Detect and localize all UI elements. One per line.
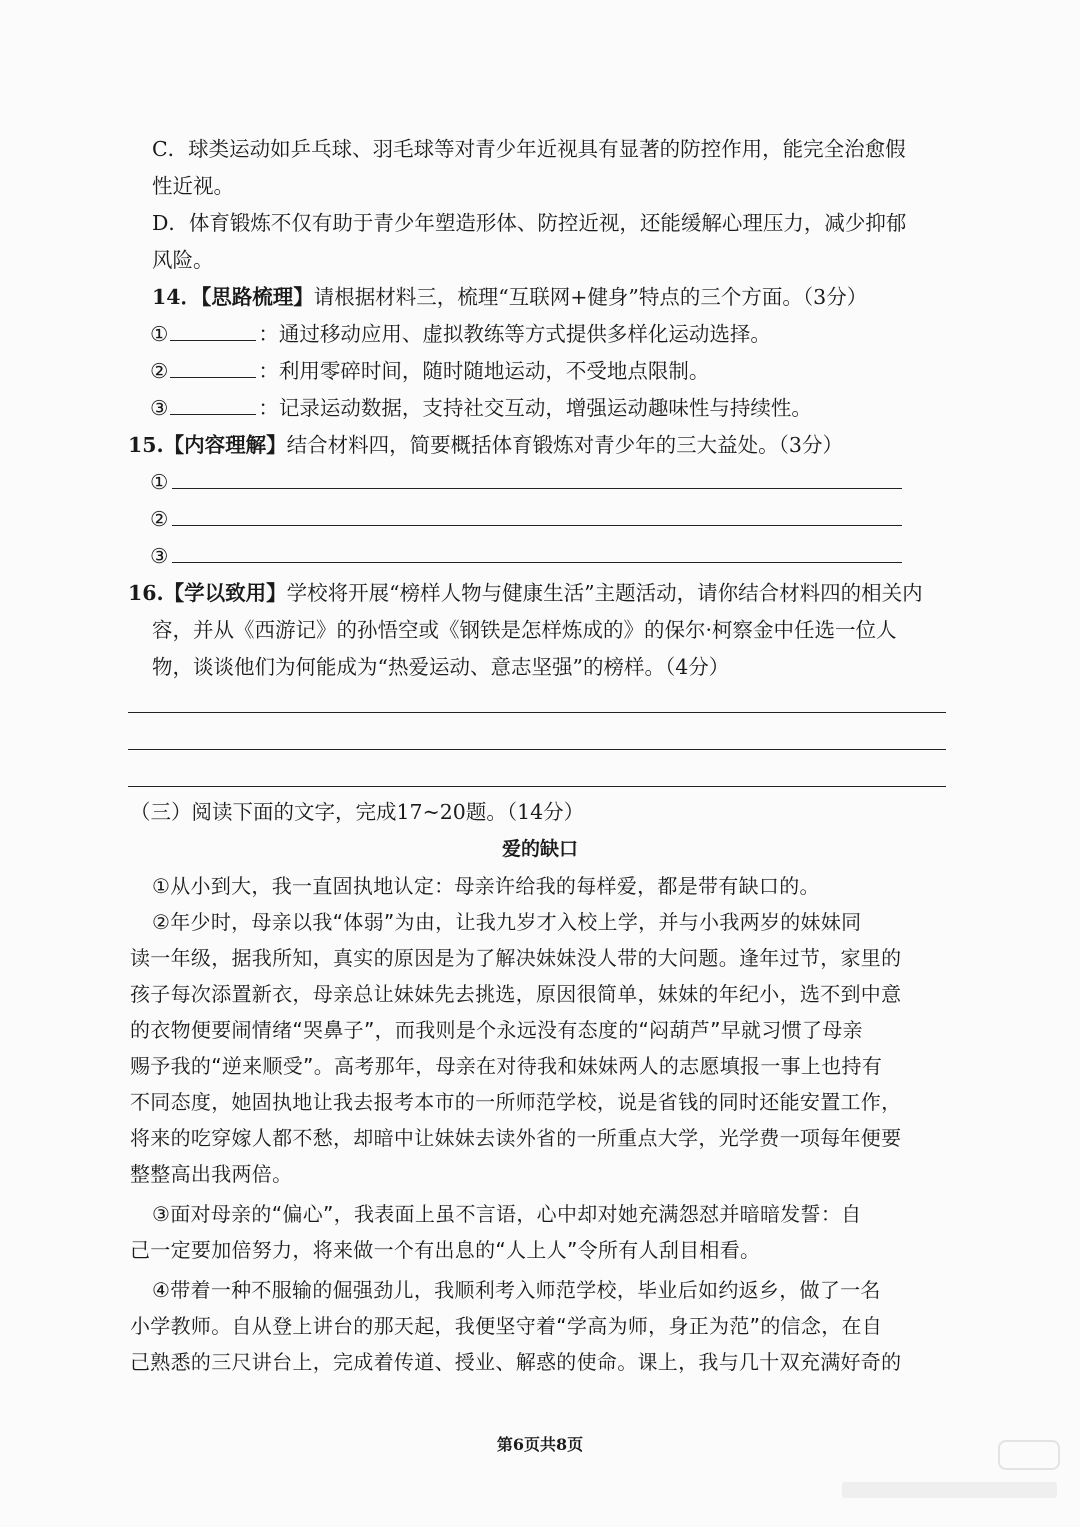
watermark-text (842, 1482, 1057, 1498)
passage-line: 将来的吃穿嫁人都不愁，却暗中让妹妹去读外省的一所重点大学，光学费一项每年便要 (130, 1126, 902, 1150)
passage-line: 孩子每次添置新衣，母亲总让妹妹先去挑选，原因很简单，妹妹的年纪小，选不到中意 (130, 982, 902, 1006)
q16-line2: 容，并从《西游记》的孙悟空或《钢铁是怎样炼成的》的保尔·柯察金中任选一位人 (152, 618, 897, 642)
passage-line: 己熟悉的三尺讲台上，完成着传道、授业、解惑的使命。课上，我与几十双充满好奇的 (130, 1350, 902, 1374)
option-d-line1: D．体育锻炼不仅有助于青少年塑造形体、防控近视，还能缓解心理压力，减少抑郁 (152, 211, 907, 235)
answer-rule-1[interactable] (128, 712, 946, 713)
question-15 (128, 429, 843, 461)
q16-line3: 物，谈谈他们为何能成为“热爱运动、意志坚强”的榜样。（4分） (152, 655, 730, 679)
passage-line: ④带着一种不服输的倔强劲儿，我顺利考入师范学校，毕业后如约返乡，做了一名 (152, 1278, 881, 1302)
q15-tag: 【内容理解】 (163, 433, 287, 457)
q15-answer-2 (150, 503, 902, 535)
q15-answer-1 (150, 466, 902, 498)
q16-number: 16. (128, 581, 164, 605)
passage-line: ②年少时，母亲以我“体弱”为由，让我九岁才入校上学，并与小我两岁的妹妹同 (152, 910, 862, 934)
q15-prompt: 结合材料四，简要概括体育锻炼对青少年的三大益处。（3分） (286, 433, 843, 457)
option-d-line2: 风险。 (152, 248, 214, 272)
passage-line: 赐予我的“逆来顺受”。高考那年，母亲在对待我和妹妹两人的志愿填报一事上也持有 (130, 1054, 883, 1078)
passage-line: ③面对母亲的“偏心”，我表面上虽不言语，心中却对她充满怨怼并暗暗发誓：自 (152, 1202, 862, 1226)
q14-tag: 【思路梳理】 (201, 285, 314, 309)
q15-number: 15. (128, 433, 164, 457)
question-16 (128, 577, 923, 609)
answer-line[interactable] (172, 540, 902, 563)
option-c-line2: 性近视。 (152, 174, 234, 198)
q14-prompt: 请根据材料三，梳理“互联网+健身”特点的三个方面。（3分） (313, 285, 868, 309)
q14-item-mark: ② (150, 359, 169, 383)
passage-line: 整整高出我两倍。 (130, 1162, 293, 1186)
q15-mark: ③ (150, 544, 169, 568)
option-c-line1: C．球类运动如乒乓球、羽毛球等对青少年近视具有显著的防控作用，能完全治愈假 (152, 137, 906, 161)
passage-line: 的衣物便要闹情绪“哭鼻子”，而我则是个永远没有态度的“闷葫芦”早就习惯了母亲 (130, 1018, 863, 1042)
q14-item-2 (150, 355, 709, 387)
q15-answer-3 (150, 540, 902, 572)
q14-item-text: ：记录运动数据，支持社交互动，增强运动趣味性与持续性。 (258, 396, 812, 420)
q16-tag: 【学以致用】 (163, 581, 287, 605)
q14-number: 14． (152, 285, 202, 309)
answer-blank[interactable] (170, 318, 256, 341)
q15-mark: ① (150, 470, 169, 494)
question-14 (152, 281, 867, 313)
answer-blank[interactable] (170, 355, 256, 378)
page-number: 第6页共8页 (496, 1435, 584, 1454)
q15-mark: ② (150, 507, 169, 531)
answer-line[interactable] (172, 466, 902, 489)
answer-rule-2[interactable] (128, 749, 946, 750)
q14-item-text: ：利用零碎时间，随时随地运动，不受地点限制。 (258, 359, 710, 383)
answer-blank[interactable] (170, 392, 256, 415)
passage-line: ①从小到大，我一直固执地认定：母亲许给我的每样爱，都是带有缺口的。 (152, 874, 820, 898)
watermark-logo (998, 1440, 1060, 1470)
q14-item-1 (150, 318, 771, 350)
passage-line: 不同态度，她固执地让我去报考本市的一所师范学校，说是省钱的同时还能安置工作， (130, 1090, 902, 1114)
q14-item-mark: ③ (150, 396, 169, 420)
q14-item-3 (150, 392, 812, 424)
q14-item-mark: ① (150, 322, 169, 346)
answer-rule-3[interactable] (128, 786, 946, 787)
section-3-heading: （三）阅读下面的文字，完成17~20题。（14分） (130, 800, 585, 824)
passage-title: 爱的缺口 (501, 838, 578, 860)
q16-line1: 学校将开展“榜样人物与健康生活”主题活动，请你结合材料四的相关内 (286, 581, 923, 605)
passage-line: 己一定要加倍努力，将来做一个有出息的“人上人”令所有人刮目相看。 (130, 1238, 761, 1262)
passage-line: 小学教师。自从登上讲台的那天起，我便坚守着“学高为师，身正为范”的信念，在自 (130, 1314, 883, 1338)
passage-line: 读一年级，据我所知，真实的原因是为了解决妹妹没人带的大问题。逢年过节，家里的 (130, 946, 902, 970)
q14-item-text: ：通过移动应用、虚拟教练等方式提供多样化运动选择。 (258, 322, 771, 346)
answer-line[interactable] (172, 503, 902, 526)
